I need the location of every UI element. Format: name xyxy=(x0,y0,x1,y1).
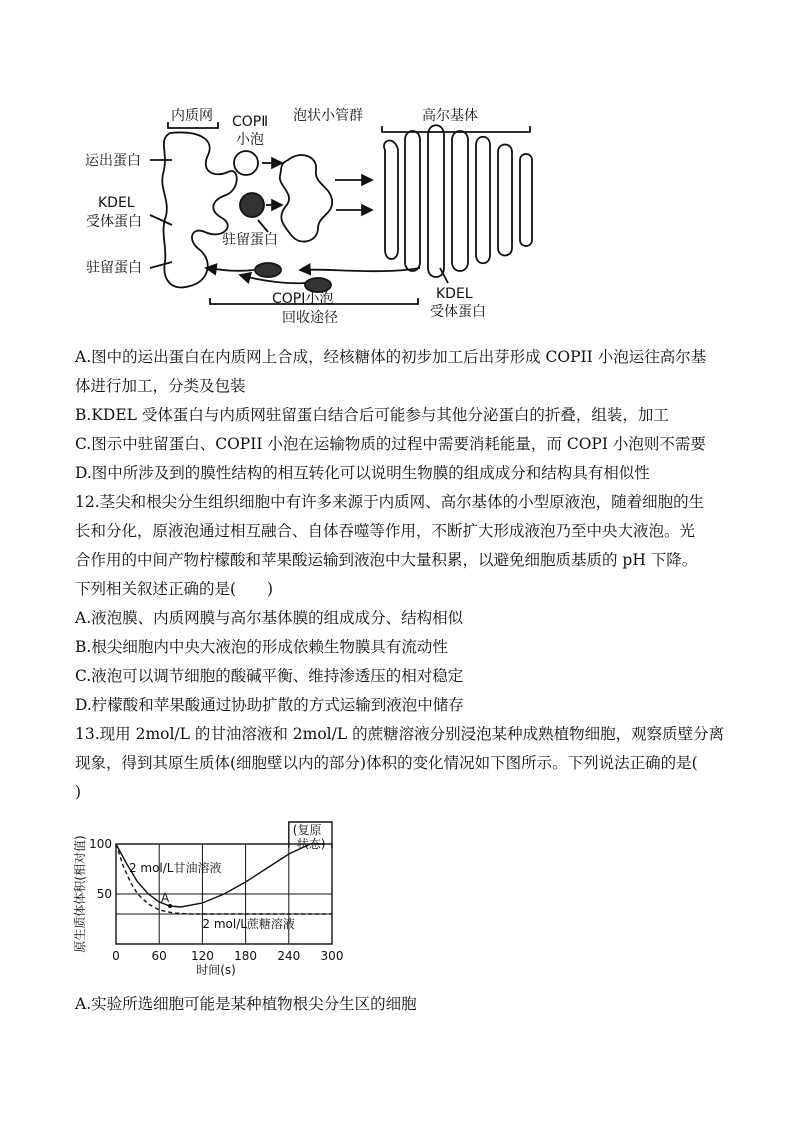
q12-stem-line2: 长和分化，原液泡通过相互融合、自体吞噬等作用，不断扩大形成液泡乃至中央大液泡。光 xyxy=(75,522,696,540)
q13-stem-line1: 13.现用 2mol/L 的甘油溶液和 2mol/L 的蔗糖溶液分别浸泡某种成熟植物细胞，观察质壁分离 xyxy=(75,725,725,743)
q13-option-a: A.实验所选细胞可能是某种植物根尖分生区的细胞 xyxy=(75,995,417,1013)
y-tick-label: 100 xyxy=(89,837,112,851)
label-kdel-b1: KDEL xyxy=(436,286,473,302)
x-axis-label: 时间(s) xyxy=(196,963,236,977)
label-kdel-2: 受体蛋白 xyxy=(86,214,142,230)
label-copi: COPⅠ小泡 xyxy=(272,291,334,307)
q11-option-a-line2: 体进行加工，分类及包装 xyxy=(75,377,246,395)
label-export-protein: 运出蛋白 xyxy=(85,153,141,169)
q12-stem-line1: 12.茎尖和根尖分生组织细胞中有许多来源于内质网、高尔基体的小型原液泡，随着细胞的生 xyxy=(75,493,705,511)
series-label-glycerol: 2 mol/L甘油溶液 xyxy=(128,861,222,875)
series-label-sucrose: 2 mol/L蔗糖溶液 xyxy=(202,917,295,931)
label-kdel-1: KDEL xyxy=(98,195,135,211)
label-vtc: 泡状小管群 xyxy=(293,108,363,124)
x-tick-label: 120 xyxy=(190,949,214,963)
q12-option-b: B.根尖细胞内中央大液泡的形成依赖生物膜具有流动性 xyxy=(75,638,448,656)
er-membrane xyxy=(162,132,236,287)
copi-vesicle xyxy=(255,263,281,277)
x-tick-label: 300 xyxy=(320,949,344,963)
label-golgi: 高尔基体 xyxy=(422,108,478,124)
q13-stem-line3: ) xyxy=(75,783,82,801)
q11-option-b: B.KDEL 受体蛋白与内质网驻留蛋白结合后可能参与其他分泌蛋白的折叠，组装，加工 xyxy=(75,406,669,424)
label-copii-2: 小泡 xyxy=(236,132,264,148)
golgi-cisterna xyxy=(384,141,398,259)
q12-stem-line4: 下列相关叙述正确的是( ) xyxy=(75,580,274,598)
chart-series-group xyxy=(116,844,332,914)
label-recycle: 回收途径 xyxy=(282,310,338,326)
q12-stem-line3: 合作用的中间产物柠檬酸和苹果酸运输到液泡中大量积累，以避免细胞质基质的 pH 下降。 xyxy=(75,551,698,569)
q11-option-d: D.图中所涉及到的膜性结构的相互转化可以说明生物膜的组成成分和结构具有相似性 xyxy=(75,464,650,482)
protoplast-volume-chart xyxy=(70,808,344,978)
copii-vesicle xyxy=(234,151,258,175)
q11-option-a-line1: A.图中的运出蛋白在内质网上合成，经核糖体的初步加工后出芽形成 COPII 小泡运往高尔基 xyxy=(75,348,707,366)
q12-option-a: A.液泡膜、内质网膜与高尔基体膜的组成成分、结构相似 xyxy=(75,609,464,627)
label-resident-mid: 驻留蛋白 xyxy=(222,232,278,248)
q12-option-c: C.液泡可以调节细胞的酸碱平衡、维持渗透压的相对稳定 xyxy=(75,667,464,685)
chart-text-group xyxy=(72,823,343,977)
x-tick-label: 180 xyxy=(234,949,258,963)
label-copii-1: COPⅡ xyxy=(232,114,269,130)
series-line-1 xyxy=(116,844,325,907)
annotation-label-a: A xyxy=(161,891,170,905)
x-tick-label: 0 xyxy=(112,949,120,963)
q12-option-d: D.柠檬酸和苹果酸通过协助扩散的方式运输到液泡中储存 xyxy=(75,696,464,714)
recover-label-1: (复原 xyxy=(292,823,322,837)
vtc-membrane xyxy=(280,155,332,242)
recover-label-2: 状态) xyxy=(296,837,326,851)
vesicle xyxy=(240,193,264,217)
er-golgi-diagram xyxy=(0,0,800,330)
copi-vesicle-2 xyxy=(305,278,331,292)
x-tick-label: 240 xyxy=(277,949,301,963)
x-tick-label: 60 xyxy=(151,949,167,963)
series-line-2 xyxy=(116,844,332,914)
label-er: 内质网 xyxy=(171,108,213,124)
q13-stem-line2: 现象，得到其原生质体(细胞壁以内的部分)体积的变化情况如下图所示。下列说法正确的是( xyxy=(75,754,698,772)
y-axis-label: 原生质体体积(相对值) xyxy=(73,835,87,953)
label-kdel-b2: 受体蛋白 xyxy=(430,304,486,320)
label-resident-left: 驻留蛋白 xyxy=(86,260,142,276)
q11-option-c: C.图示中驻留蛋白、COPII 小泡在运输物质的过程中需要消耗能量，而 COPI 小泡则不需要 xyxy=(75,435,706,453)
y-tick-label: 50 xyxy=(96,887,112,901)
